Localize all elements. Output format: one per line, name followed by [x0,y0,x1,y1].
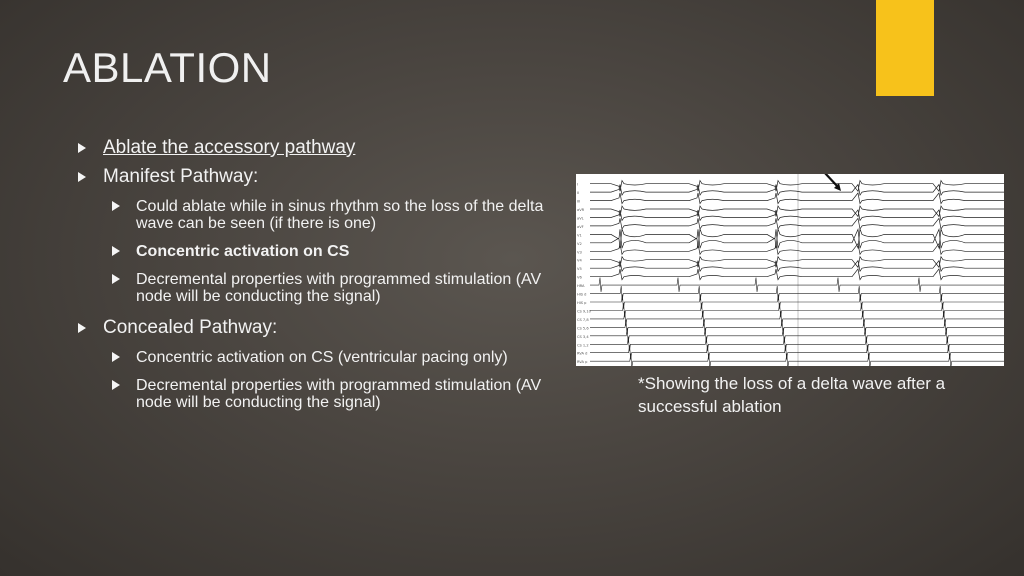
subbullet-decremental-2 [76,377,546,411]
bullet-text[interactable]: Ablate the accessory pathway [103,137,356,158]
bullet-arrow-icon [78,172,86,182]
lead-tracing [590,354,1004,366]
bullet-manifest-pathway [76,165,546,189]
lead-tracing [590,181,1004,192]
subbullet-sinus-rhythm [76,198,546,232]
lead-label: CS 1,2 [577,343,589,348]
lead-tracing [590,257,1004,268]
bullet-text: Concentric activation on CS (ventricular pacing only) [136,349,508,366]
lead-tracing [590,269,1004,280]
figure-caption: *Showing the loss of a delta wave after a successful ablation [638,374,946,416]
lead-tracing [590,337,1004,351]
lead-label: V3 [577,250,582,255]
lead-label: CS 3,4 [577,334,589,339]
lead-label: HRA [577,284,585,289]
subbullet-concentric-cs [76,243,546,260]
lead-label: CS 9,10 [577,309,591,314]
lead-label: HIS p [577,301,587,306]
lead-label: V4 [577,258,582,263]
lead-label: aVF [577,224,584,229]
lead-tracing [590,193,1004,204]
ecg-figure [576,174,1004,366]
lead-tracing [590,320,1004,334]
lead-label: V1 [577,233,582,238]
lead-label: V2 [577,241,582,246]
lead-tracing [590,261,1004,272]
lead-tracing [590,311,1004,325]
bullet-list [76,136,546,422]
lead-tracing [590,185,1004,196]
lead-tracing [590,206,1004,217]
bullet-arrow-icon [112,274,120,284]
lead-label: I [577,182,579,187]
bullet-arrow-icon [112,352,120,362]
lead-label: HIS d [577,292,587,297]
bullet-text: Concealed Pathway: [103,317,278,338]
lead-label: III [577,199,581,204]
accent-bar [876,0,934,96]
lead-label: RVA p [577,360,588,365]
bullet-ablate [76,136,546,160]
subbullet-concentric-vpacing [76,349,546,366]
bullet-text: Manifest Pathway: [103,166,259,187]
bullet-arrow-icon [78,323,86,333]
bullet-text: Could ablate while in sinus rhythm so the loss of the delta wave can be seen (if there is one) [136,198,544,232]
lead-label: aVR [577,208,585,213]
lead-label: CS 7,8 [577,317,589,322]
lead-label: II [577,191,580,196]
bullet-concealed-pathway [76,316,546,340]
bullet-arrow-icon [112,380,120,390]
bullet-arrow-icon [112,246,120,256]
bullet-text: Decremental properties with programmed stimulation (AV node will be conducting the signal) [136,271,542,305]
lead-label: V5 [577,267,582,272]
ecg-tracing-image [576,174,1004,366]
lead-tracing [590,328,1004,342]
subbullet-decremental [76,271,546,305]
bullet-text: Decremental properties with programmed stimulation (AV node will be conducting the signal) [136,377,542,411]
lead-tracing [590,218,1004,229]
pointer-arrow-icon [824,174,838,187]
bullet-text: Concentric activation on CS [136,243,350,260]
bullet-arrow-icon [78,143,86,153]
slide-title: ABLATION [63,44,272,91]
lead-tracing [590,210,1004,221]
lead-label: RVA d [577,351,588,356]
lead-label: CS 5,6 [577,326,589,331]
lead-label: V6 [577,275,582,280]
lead-tracing [590,278,1004,292]
lead-tracing [590,345,1004,359]
bullet-arrow-icon [112,201,120,211]
lead-label: aVL [577,216,584,221]
